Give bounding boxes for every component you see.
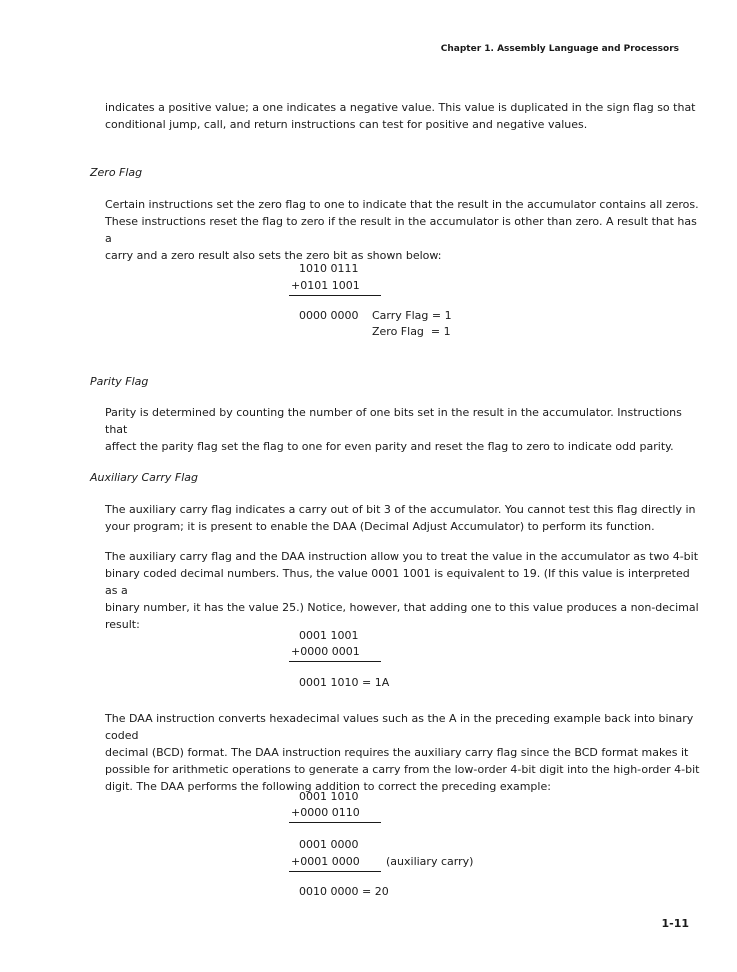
daa-example-partial: 0001 0000: [299, 838, 359, 851]
text-line: Parity is determined by counting the number of one bits set in the result in the accumulator. Instructions that: [105, 406, 682, 436]
zero-example-operand1: 1010 0111: [299, 262, 359, 275]
sum-rule: [289, 661, 381, 662]
aux-carry-note: (auxiliary carry): [386, 855, 474, 868]
text-line: These instructions reset the flag to zero if the result in the accumulator is other than zero. A result that has a: [105, 215, 697, 245]
text-line: conditional jump, call, and return instructions can test for positive and negative values.: [105, 118, 588, 131]
text-line: digit. The DAA performs the following addition to correct the preceding example:: [105, 780, 551, 793]
zero-example-result: 0000 0000: [299, 309, 359, 322]
sum-rule: [289, 822, 381, 823]
text-line: result:: [105, 618, 140, 631]
aux-carry-paragraph-2: [105, 548, 705, 633]
carry-flag-note: Carry Flag = 1: [372, 309, 452, 322]
text-line: indicates a positive value; a one indicates a negative value. This value is duplicated in the sign flag so that: [105, 101, 696, 114]
parity-flag-paragraph: [105, 404, 705, 455]
zero-flag-heading: Zero Flag: [90, 166, 143, 179]
text-line: affect the parity flag set the flag to one for even parity and reset the flag to zero to indicate odd parity.: [105, 440, 674, 453]
daa-example-result: 0010 0000 = 20: [299, 885, 389, 898]
text-line: possible for arithmetic operations to generate a carry from the low-order 4-bit digit into the high-order 4-bit: [105, 763, 700, 776]
daa-example-operand1: 0001 1010: [299, 790, 359, 803]
text-line: The DAA instruction converts hexadecimal values such as the A in the preceding example back into binary coded: [105, 712, 694, 742]
text-line: decimal (BCD) format. The DAA instruction requires the auxiliary carry flag since the BCD format makes it: [105, 746, 689, 759]
aux-carry-paragraph-3: [105, 710, 705, 795]
text-line: The auxiliary carry flag and the DAA instruction allow you to treat the value in the accumulator as two 4-bit: [105, 550, 699, 563]
zero-flag-paragraph: [105, 196, 705, 264]
parity-flag-heading: Parity Flag: [90, 375, 149, 388]
aux-carry-paragraph-1: [105, 501, 705, 535]
text-line: binary number, it has the value 25.) Notice, however, that adding one to this value produces a non-decimal: [105, 601, 699, 614]
running-header: Chapter 1. Assembly Language and Processors: [440, 44, 679, 54]
text-line: your program; it is present to enable the DAA (Decimal Adjust Accumulator) to perform its function.: [105, 520, 655, 533]
daa-example-operand3: +0001 0000: [291, 855, 360, 868]
text-line: binary coded decimal numbers. Thus, the value 0001 1001 is equivalent to 19. (If this value is interpreted as a: [105, 567, 690, 597]
aux-carry-flag-heading: Auxiliary Carry Flag: [90, 471, 199, 484]
text-line: Certain instructions set the zero flag to one to indicate that the result in the accumulator contains all zeros.: [105, 198, 699, 211]
zero-flag-note: Zero Flag = 1: [372, 325, 451, 338]
page-number: 1-11: [661, 917, 689, 930]
zero-example-operand2: +0101 1001: [291, 279, 360, 292]
sum-rule: [289, 871, 381, 872]
text-line: The auxiliary carry flag indicates a carry out of bit 3 of the accumulator. You cannot test this flag directly in: [105, 503, 696, 516]
bcd-example-operand1: 0001 1001: [299, 629, 359, 642]
text-line: carry and a zero result also sets the zero bit as shown below:: [105, 249, 442, 262]
sum-rule: [289, 295, 381, 296]
bcd-example-operand2: +0000 0001: [291, 645, 360, 658]
intro-paragraph: [105, 99, 705, 133]
daa-example-operand2: +0000 0110: [291, 806, 360, 819]
bcd-example-result: 0001 1010 = 1A: [299, 676, 390, 689]
